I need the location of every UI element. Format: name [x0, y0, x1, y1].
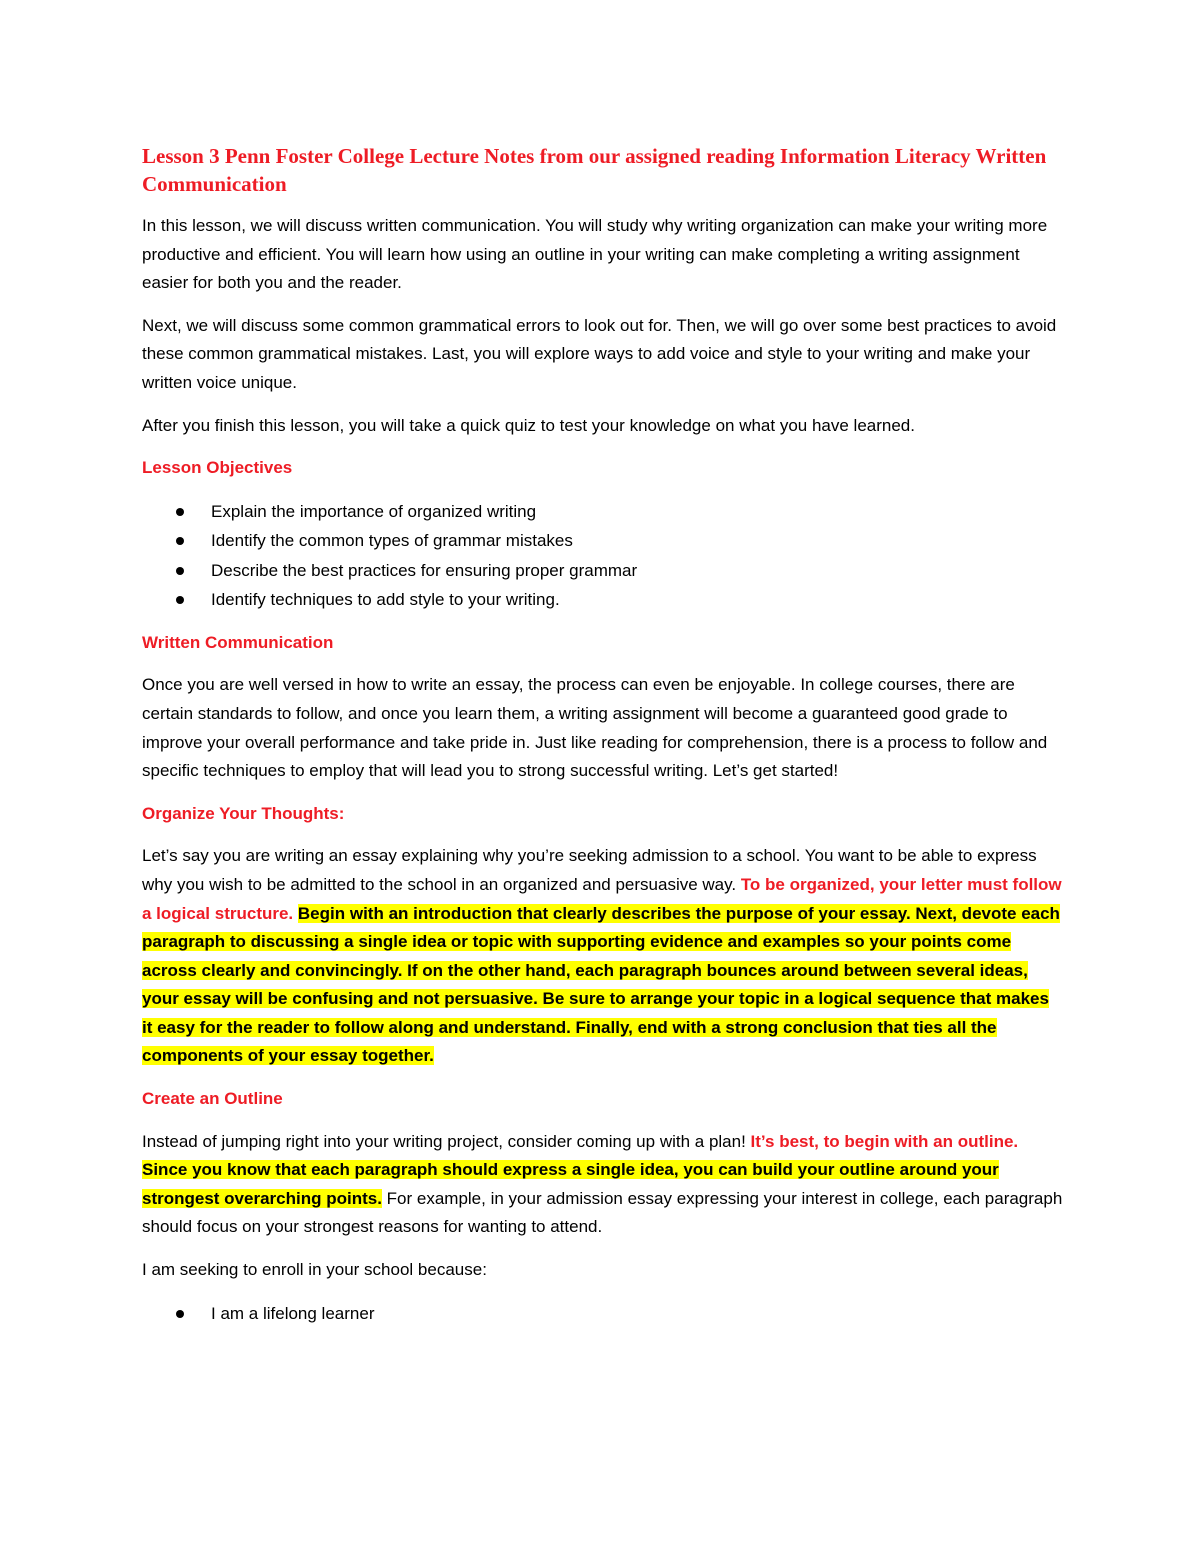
outline-emphasis-text: It’s best, to begin with an outline.	[750, 1131, 1019, 1151]
intro-paragraph: In this lesson, we will discuss written communication. You will study why writing organization can make your writing more productive and efficient. You will learn how using an outline in your writing can make completing a writing assignment easier for both you and the reader.	[142, 216, 1048, 293]
outline-paragraph	[142, 1128, 1064, 1242]
outline-heading: Create an Outline	[142, 1089, 283, 1109]
list-item-text: I am a lifelong learner	[211, 1303, 375, 1323]
outline-highlight-text: Since you know that each paragraph should express a single idea, you can build your outline around your strongest overarching points.	[142, 1160, 999, 1208]
written-communication-paragraph: Once you are well versed in how to write an essay, the process can even be enjoyable. In college courses, there are certain standards to follow, and once you learn them, a writing assignment will become a guaranteed good grade to improve your overall performance and take pride in. Just like reading for comprehension, there is a process to follow and specific techniques to employ that will lead you to strong successful writing. Let’s get started!	[142, 675, 1048, 781]
list-item-text: Identify techniques to add style to your writing.	[211, 590, 560, 610]
outline-plain-end: For example, in your admission essay expressing your interest in college, each paragraph should focus on your strongest reasons for wanting to attend.	[142, 1188, 1063, 1237]
list-item-text: Describe the best practices for ensuring proper grammar	[211, 560, 638, 580]
organize-heading: Organize Your Thoughts:	[142, 803, 345, 823]
document-title: Lesson 3 Penn Foster College Lecture Notes from our assigned reading Information Literacy Written Communication	[142, 144, 1047, 196]
list-item	[142, 497, 1064, 527]
intro-paragraph: Next, we will discuss some common grammatical errors to look out for. Then, we will go over some best practices to avoid these common grammatical mistakes. Last, you will explore ways to add voice and style to your writing and make your written voice unique.	[142, 315, 1057, 392]
objectives-heading: Lesson Objectives	[142, 458, 293, 478]
outline-plain-start: Instead of jumping right into your writing project, consider coming up with a plan!	[142, 1131, 751, 1151]
organize-plain-text: Let’s say you are writing an essay explaining why you’re seeking admission to a school. You want to be able to express why you wish to be admitted to the school in an organized and persuasive way.	[142, 846, 1037, 894]
list-item-text: Explain the importance of organized writing	[211, 501, 537, 521]
list-item	[142, 585, 1064, 615]
list-item	[142, 556, 1064, 586]
objectives-list	[142, 497, 1064, 615]
outline-lead-in: I am seeking to enroll in your school because:	[142, 1260, 487, 1280]
organize-paragraph	[142, 842, 1064, 1071]
document-content	[142, 142, 1064, 1342]
list-item	[142, 526, 1064, 556]
intro-paragraph: After you finish this lesson, you will take a quick quiz to test your knowledge on what you have learned.	[142, 415, 915, 435]
bullet-icon	[176, 1310, 184, 1318]
organize-emphasis-text: To be organized, your letter must follow a logical structure.	[142, 874, 1062, 923]
written-communication-heading: Written Communication	[142, 632, 334, 652]
bullet-icon	[176, 537, 184, 545]
reasons-list	[142, 1299, 1064, 1329]
bullet-icon	[176, 596, 184, 604]
bullet-icon	[176, 508, 184, 516]
list-item-text: Identify the common types of grammar mistakes	[211, 531, 573, 551]
organize-highlight-text: Begin with an introduction that clearly describes the purpose of your essay. Next, devote each paragraph to discussing a single idea or topic with supporting evidence and examples so your points come across clearly and convincingly. If on the other hand, each paragraph bounces around between several ideas, your essay will be confusing and not persuasive. Be sure to arrange your topic in a logical sequence that makes it easy for the reader to follow along and understand. Finally, end with a strong conclusion that ties all the components of your essay together.	[142, 903, 1060, 1066]
bullet-icon	[176, 567, 184, 575]
list-item	[142, 1299, 1064, 1329]
